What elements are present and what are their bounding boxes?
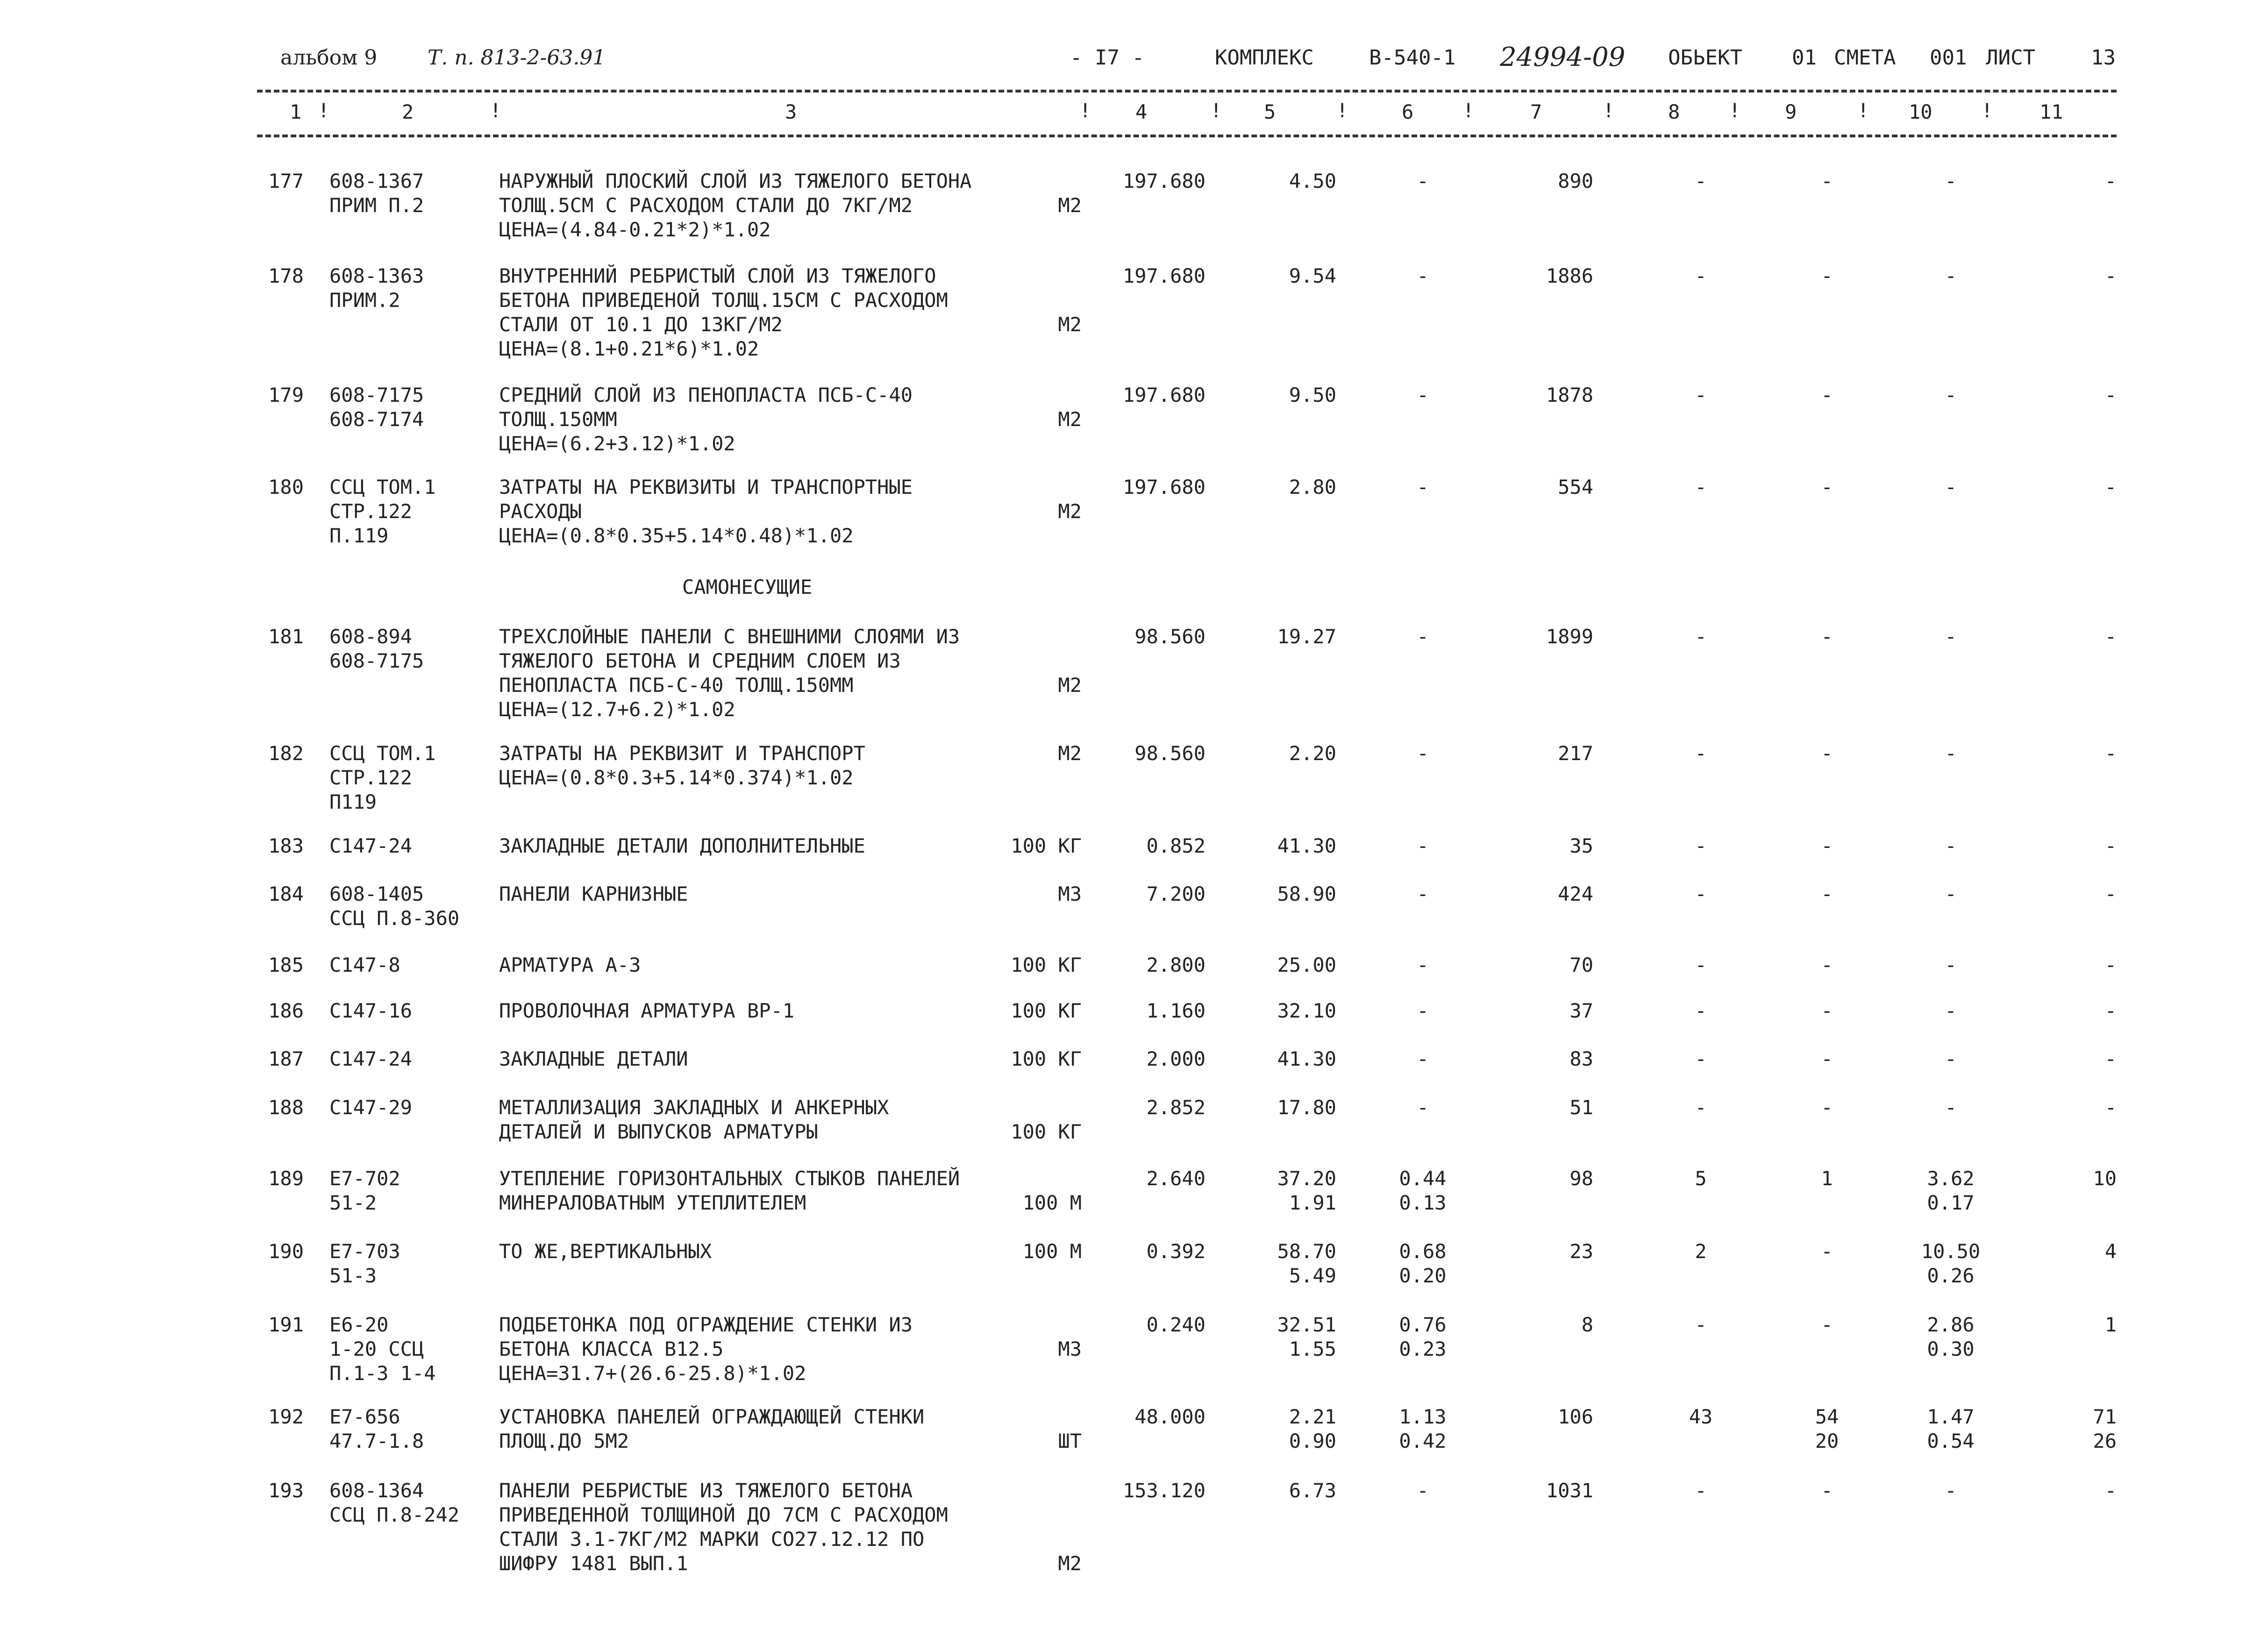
object-label: ОБЬЕКТ xyxy=(1668,46,1742,70)
cell-unit: 100 КГ xyxy=(1011,999,1082,1022)
cell-c6: - xyxy=(1417,1047,1429,1070)
cell-c11: - xyxy=(2104,882,2117,905)
col-separator: ! xyxy=(1210,99,1222,122)
cell-c6: - xyxy=(1417,834,1429,857)
cell-price: 25.00 xyxy=(1277,954,1336,976)
cell-code: ССЦ ТОМ.1 СТР.122 П119 xyxy=(329,742,436,813)
cell-c9: - xyxy=(1821,625,1833,648)
cell-c10: 1.47 0.54 xyxy=(1927,1405,1975,1452)
cell-desc: ВНУТРЕННИЙ РЕБРИСТЫЙ СЛОЙ ИЗ ТЯЖЕЛОГО БЕТОНА ПРИВЕДЕНОЙ ТОЛЩ.15СМ С РАСХОДОМ СТАЛИ ОТ 10.1 ДО 13КГ/М2 ЦЕНА=(8.1+0.21*6)*1.02 xyxy=(499,264,948,360)
cell-qty: 0.240 xyxy=(1146,1313,1205,1336)
col-num-3: 3 xyxy=(785,100,797,123)
cell-desc: СРЕДНИЙ СЛОЙ ИЗ ПЕНОПЛАСТА ПСБ-С-40 ТОЛЩ.150ММ ЦЕНА=(6.2+3.12)*1.02 xyxy=(499,384,913,455)
cell-unit: М2 xyxy=(1058,408,1082,431)
cell-qty: 2.852 xyxy=(1146,1096,1205,1119)
cell-price: 17.80 xyxy=(1277,1096,1336,1119)
cell-c9: - xyxy=(1821,834,1833,857)
cell-c8: - xyxy=(1695,1047,1707,1070)
cell-c6: - xyxy=(1417,476,1429,498)
cell-c11: 10 xyxy=(2093,1167,2117,1190)
cell-desc: ЗАТРАТЫ НА РЕКВИЗИТЫ И ТРАНСПОРТНЫЕ РАСХОДЫ ЦЕНА=(0.8*0.35+5.14*0.48)*1.02 xyxy=(499,476,913,547)
cell-code: 608-1367 ПРИМ П.2 xyxy=(329,170,424,217)
cell-c8: - xyxy=(1695,999,1707,1022)
cell-price: 41.30 xyxy=(1277,834,1336,857)
cell-c7: 35 xyxy=(1569,834,1593,857)
cell-num: 190 xyxy=(268,1240,304,1263)
cell-c6: 0.44 0.13 xyxy=(1399,1167,1447,1214)
cell-c7: 424 xyxy=(1558,882,1593,905)
complex-label: КОМПЛЕКС xyxy=(1215,46,1314,70)
cell-c10: - xyxy=(1945,476,1957,498)
cell-desc: МЕТАЛЛИЗАЦИЯ ЗАКЛАДНЫХ И АНКЕРНЫХ ДЕТАЛЕЙ И ВЫПУСКОВ АРМАТУРЫ xyxy=(499,1096,889,1143)
cell-qty: 2.800 xyxy=(1146,954,1205,976)
smeta-number: 001 xyxy=(1930,46,1967,70)
cell-desc: ПОДБЕТОНКА ПОД ОГРАЖДЕНИЕ СТЕНКИ ИЗ БЕТОНА КЛАССА В12.5 ЦЕНА=31.7+(26.6-25.8)*1.02 xyxy=(499,1313,913,1385)
cell-code: С147-16 xyxy=(329,999,413,1022)
cell-c9: 1 xyxy=(1821,1167,1833,1190)
cell-num: 191 xyxy=(268,1313,304,1336)
cell-qty: 0.392 xyxy=(1146,1240,1205,1263)
col-num-6: 6 xyxy=(1402,100,1414,123)
cell-unit: М2 xyxy=(1058,742,1082,765)
object-number: 01 xyxy=(1792,46,1817,70)
cell-desc: АРМАТУРА А-3 xyxy=(499,954,641,976)
handwritten-number: 24994-09 xyxy=(1500,42,1626,72)
cell-c10: - xyxy=(1945,882,1957,905)
cell-unit: 100 М xyxy=(1022,1240,1082,1263)
cell-c11: - xyxy=(2104,170,2117,192)
cell-code: Е7-703 51-3 xyxy=(329,1240,400,1287)
cell-c8: - xyxy=(1695,476,1707,498)
cell-c10: - xyxy=(1945,384,1957,406)
cell-c7: 1899 xyxy=(1546,625,1593,648)
cell-c11: 1 xyxy=(2104,1313,2117,1336)
cell-c10: - xyxy=(1945,742,1957,765)
cell-c6: - xyxy=(1417,954,1429,976)
cell-price: 58.90 xyxy=(1277,882,1336,905)
cell-c11: 71 26 xyxy=(2093,1405,2117,1452)
cell-c6: 1.13 0.42 xyxy=(1399,1405,1447,1452)
cell-c7: 1886 xyxy=(1546,264,1593,287)
cell-price: 37.20 1.91 xyxy=(1277,1167,1336,1214)
cell-code: Е6-20 1-20 ССЦ П.1-3 1-4 xyxy=(329,1313,436,1385)
cell-code: С147-29 xyxy=(329,1096,413,1119)
cell-price: 2.20 xyxy=(1289,742,1336,765)
col-num-1: 1 xyxy=(290,100,302,123)
cell-c10: - xyxy=(1945,625,1957,648)
cell-price: 19.27 xyxy=(1277,625,1336,648)
cell-c10: - xyxy=(1945,170,1957,192)
section-title: САМОНЕСУЩИЕ xyxy=(682,576,813,598)
cell-c8: 2 xyxy=(1695,1240,1707,1263)
cell-price: 58.70 5.49 xyxy=(1277,1240,1336,1287)
cell-c6: 0.68 0.20 xyxy=(1399,1240,1447,1287)
cell-c7: 890 xyxy=(1558,170,1593,192)
cell-c9: - xyxy=(1821,999,1833,1022)
cell-num: 181 xyxy=(268,625,304,648)
album-label: альбом 9 xyxy=(280,46,378,70)
cell-unit: М2 xyxy=(1058,313,1082,336)
cell-num: 182 xyxy=(268,742,304,765)
sheet-number: 13 xyxy=(2091,46,2116,70)
cell-code: 608-894 608-7175 xyxy=(329,625,424,672)
cell-c6: - xyxy=(1417,1096,1429,1119)
cell-c10: - xyxy=(1945,1479,1957,1502)
cell-num: 192 xyxy=(268,1405,304,1428)
cell-price: 9.50 xyxy=(1289,384,1336,406)
cell-qty: 7.200 xyxy=(1146,882,1205,905)
cell-unit: М2 xyxy=(1058,500,1082,523)
cell-price: 32.51 1.55 xyxy=(1277,1313,1336,1360)
cell-c10: 10.50 0.26 xyxy=(1921,1240,1981,1287)
cell-qty: 197.680 xyxy=(1122,264,1205,287)
cell-price: 4.50 xyxy=(1289,170,1336,192)
cell-desc: ПАНЕЛИ КАРНИЗНЫЕ xyxy=(499,882,688,905)
cell-c8: - xyxy=(1695,1313,1707,1336)
cell-desc: УСТАНОВКА ПАНЕЛЕЙ ОГРАЖДАЮЩЕЙ СТЕНКИ ПЛОЩ.ДО 5М2 xyxy=(499,1405,925,1452)
cell-c11: - xyxy=(2104,742,2117,765)
cell-c8: - xyxy=(1695,1479,1707,1502)
cell-desc: ТО ЖЕ,ВЕРТИКАЛЬНЫХ xyxy=(499,1240,712,1263)
cell-c8: - xyxy=(1695,1096,1707,1119)
cell-code: 608-1364 ССЦ П.8-242 xyxy=(329,1479,460,1526)
cell-c7: 1878 xyxy=(1546,384,1593,406)
cell-c9: - xyxy=(1821,954,1833,976)
cell-price: 2.80 xyxy=(1289,476,1336,498)
cell-qty: 98.560 xyxy=(1134,742,1205,765)
cell-num: 183 xyxy=(268,834,304,857)
cell-code: ССЦ ТОМ.1 СТР.122 П.119 xyxy=(329,476,436,547)
cell-qty: 197.680 xyxy=(1122,384,1205,406)
cell-num: 177 xyxy=(268,170,304,192)
cell-qty: 2.640 xyxy=(1146,1167,1205,1190)
cell-c6: - xyxy=(1417,625,1429,648)
cell-c9: - xyxy=(1821,1479,1833,1502)
cell-c7: 23 xyxy=(1569,1240,1593,1263)
cell-c9: - xyxy=(1821,1313,1833,1336)
cell-c6: - xyxy=(1417,742,1429,765)
col-separator: ! xyxy=(1336,99,1348,122)
col-num-9: 9 xyxy=(1785,100,1797,123)
cell-code: 608-7175 608-7174 xyxy=(329,384,424,431)
cell-num: 185 xyxy=(268,954,304,976)
cell-qty: 48.000 xyxy=(1134,1405,1205,1428)
cell-c9: - xyxy=(1821,264,1833,287)
cell-c8: - xyxy=(1695,742,1707,765)
cell-num: 186 xyxy=(268,999,304,1022)
cell-c7: 554 xyxy=(1558,476,1593,498)
cell-c11: - xyxy=(2104,384,2117,406)
cell-c9: - xyxy=(1821,1096,1833,1119)
cell-c11: - xyxy=(2104,954,2117,976)
col-separator: ! xyxy=(318,99,330,122)
cell-c11: 4 xyxy=(2104,1240,2117,1263)
cell-desc: НАРУЖНЫЙ ПЛОСКИЙ СЛОЙ ИЗ ТЯЖЕЛОГО БЕТОНА ТОЛЩ.5СМ С РАСХОДОМ СТАЛИ ДО 7КГ/М2 ЦЕНА=(4.84-0.21*2)*1.02 xyxy=(499,170,972,241)
cell-c7: 37 xyxy=(1569,999,1593,1022)
cell-code: С147-24 xyxy=(329,834,413,857)
cell-unit: ШТ xyxy=(1058,1430,1082,1452)
cell-c6: - xyxy=(1417,264,1429,287)
col-separator: ! xyxy=(1981,99,1993,122)
cell-price: 6.73 xyxy=(1289,1479,1336,1502)
cell-c11: - xyxy=(2104,834,2117,857)
page-mark: - I7 - xyxy=(1070,46,1144,70)
cell-c9: - xyxy=(1821,170,1833,192)
cell-c8: - xyxy=(1695,170,1707,192)
cell-code: 608-1405 ССЦ П.8-360 xyxy=(329,882,460,930)
cell-desc: ТРЕХСЛОЙНЫЕ ПАНЕЛИ С ВНЕШНИМИ СЛОЯМИ ИЗ ТЯЖЕЛОГО БЕТОНА И СРЕДНИМ СЛОЕМ ИЗ ПЕНОПЛАСТА ПСБ-С-40 ТОЛЩ.150ММ ЦЕНА=(12.7+6.2)*1.02 xyxy=(499,625,960,721)
cell-unit: М3 xyxy=(1058,1338,1082,1360)
cell-num: 193 xyxy=(268,1479,304,1502)
cell-price: 32.10 xyxy=(1277,999,1336,1022)
cell-num: 178 xyxy=(268,264,304,287)
cell-c8: - xyxy=(1695,954,1707,976)
cell-c8: - xyxy=(1695,384,1707,406)
cell-c6: - xyxy=(1417,999,1429,1022)
cell-c8: - xyxy=(1695,882,1707,905)
cell-c10: - xyxy=(1945,1096,1957,1119)
header-rule-top xyxy=(257,90,2117,93)
cell-desc: ПАНЕЛИ РЕБРИСТЫЕ ИЗ ТЯЖЕЛОГО БЕТОНА ПРИВЕДЕННОЙ ТОЛЩИНОЙ ДО 7СМ С РАСХОДОМ СТАЛИ 3.1-7КГ/М2 МАРКИ СО27.12.12 ПО ШИФРУ 1481 ВЫП.1 xyxy=(499,1479,948,1575)
cell-num: 179 xyxy=(268,384,304,406)
cell-c8: 5 xyxy=(1695,1167,1707,1190)
cell-num: 180 xyxy=(268,476,304,498)
cell-c7: 51 xyxy=(1569,1096,1593,1119)
cell-c8: - xyxy=(1695,625,1707,648)
cell-qty: 153.120 xyxy=(1122,1479,1205,1502)
cell-c6: - xyxy=(1417,1479,1429,1502)
cell-price: 9.54 xyxy=(1289,264,1336,287)
cell-c8: 43 xyxy=(1689,1405,1713,1428)
col-num-8: 8 xyxy=(1668,100,1680,123)
cell-c6: 0.76 0.23 xyxy=(1399,1313,1447,1360)
smeta-label: СМЕТА xyxy=(1834,46,1896,70)
cell-c7: 106 xyxy=(1558,1405,1593,1428)
cell-c11: - xyxy=(2104,999,2117,1022)
cell-c11: - xyxy=(2104,1047,2117,1070)
cell-c9: - xyxy=(1821,1240,1833,1263)
cell-desc: ЗАКЛАДНЫЕ ДЕТАЛИ xyxy=(499,1047,688,1070)
cell-unit: М2 xyxy=(1058,1552,1082,1575)
cell-code: С147-8 xyxy=(329,954,400,976)
cell-c11: - xyxy=(2104,264,2117,287)
cell-c11: - xyxy=(2104,1479,2117,1502)
cell-c9: 54 20 xyxy=(1815,1405,1839,1452)
cell-unit: 100 КГ xyxy=(1011,1047,1082,1070)
cell-desc: УТЕПЛЕНИЕ ГОРИЗОНТАЛЬНЫХ СТЫКОВ ПАНЕЛЕЙ МИНЕРАЛОВАТНЫМ УТЕПЛИТЕЛЕМ xyxy=(499,1167,960,1214)
cell-num: 187 xyxy=(268,1047,304,1070)
col-num-11: 11 xyxy=(2040,100,2063,123)
col-separator: ! xyxy=(1462,99,1475,122)
cell-c7: 83 xyxy=(1569,1047,1593,1070)
col-num-10: 10 xyxy=(1909,100,1933,123)
col-num-5: 5 xyxy=(1264,100,1276,123)
cell-c7: 217 xyxy=(1558,742,1593,765)
cell-c6: - xyxy=(1417,384,1429,406)
complex-code: В-540-1 xyxy=(1369,46,1456,70)
cell-unit: 100 КГ xyxy=(1011,834,1082,857)
cell-price: 41.30 xyxy=(1277,1047,1336,1070)
cell-num: 188 xyxy=(268,1096,304,1119)
col-separator: ! xyxy=(1857,99,1869,122)
cell-c11: - xyxy=(2104,476,2117,498)
cell-unit: 100 М xyxy=(1022,1191,1082,1214)
cell-qty: 197.680 xyxy=(1122,476,1205,498)
cell-unit: М2 xyxy=(1058,194,1082,217)
cell-unit: М2 xyxy=(1058,674,1082,697)
cell-c6: - xyxy=(1417,170,1429,192)
cell-c10: - xyxy=(1945,999,1957,1022)
cell-desc: ПРОВОЛОЧНАЯ АРМАТУРА ВР-1 xyxy=(499,999,795,1022)
sheet-label: ЛИСТ xyxy=(1986,46,2035,70)
cell-c9: - xyxy=(1821,742,1833,765)
cell-c7: 70 xyxy=(1569,954,1593,976)
cell-qty: 0.852 xyxy=(1146,834,1205,857)
cell-c10: - xyxy=(1945,1047,1957,1070)
col-separator: ! xyxy=(1729,99,1741,122)
col-separator: ! xyxy=(1079,99,1091,122)
cell-c8: - xyxy=(1695,834,1707,857)
cell-num: 189 xyxy=(268,1167,304,1190)
cell-c11: - xyxy=(2104,625,2117,648)
cell-qty: 2.000 xyxy=(1146,1047,1205,1070)
cell-price: 2.21 0.90 xyxy=(1289,1405,1336,1452)
cell-unit: 100 КГ xyxy=(1011,954,1082,976)
col-separator: ! xyxy=(490,99,502,122)
cell-code: Е7-702 51-2 xyxy=(329,1167,400,1214)
cell-c8: - xyxy=(1695,264,1707,287)
cell-c10: - xyxy=(1945,954,1957,976)
cell-qty: 1.160 xyxy=(1146,999,1205,1022)
cell-unit: 100 КГ xyxy=(1011,1120,1082,1143)
cell-c10: 2.86 0.30 xyxy=(1927,1313,1975,1360)
cell-desc: ЗАКЛАДНЫЕ ДЕТАЛИ ДОПОЛНИТЕЛЬНЫЕ xyxy=(499,834,865,857)
cell-c9: - xyxy=(1821,882,1833,905)
cell-c7: 98 xyxy=(1569,1167,1593,1190)
cell-c9: - xyxy=(1821,384,1833,406)
cell-c10: - xyxy=(1945,834,1957,857)
cell-code: 608-1363 ПРИМ.2 xyxy=(329,264,424,312)
cell-code: С147-24 xyxy=(329,1047,413,1070)
col-num-7: 7 xyxy=(1530,100,1542,123)
col-num-2: 2 xyxy=(402,100,414,123)
cell-c6: - xyxy=(1417,882,1429,905)
cell-c9: - xyxy=(1821,476,1833,498)
col-separator: ! xyxy=(1603,99,1615,122)
cell-c11: - xyxy=(2104,1096,2117,1119)
col-num-4: 4 xyxy=(1135,100,1148,123)
cell-c7: 8 xyxy=(1581,1313,1593,1336)
cell-c7: 1031 xyxy=(1546,1479,1593,1502)
cell-desc: ЗАТРАТЫ НА РЕКВИЗИТ И ТРАНСПОРТ ЦЕНА=(0.8*0.3+5.14*0.374)*1.02 xyxy=(499,742,865,789)
cell-qty: 98.560 xyxy=(1134,625,1205,648)
cell-c9: - xyxy=(1821,1047,1833,1070)
cell-unit: М3 xyxy=(1058,882,1082,905)
tp-handwritten: Т. п. 813-2-63.91 xyxy=(428,46,606,70)
header-rule-bottom xyxy=(257,135,2117,137)
cell-qty: 197.680 xyxy=(1122,170,1205,192)
cell-c10: - xyxy=(1945,264,1957,287)
cell-code: Е7-656 47.7-1.8 xyxy=(329,1405,424,1452)
cell-c10: 3.62 0.17 xyxy=(1927,1167,1975,1214)
cell-num: 184 xyxy=(268,882,304,905)
